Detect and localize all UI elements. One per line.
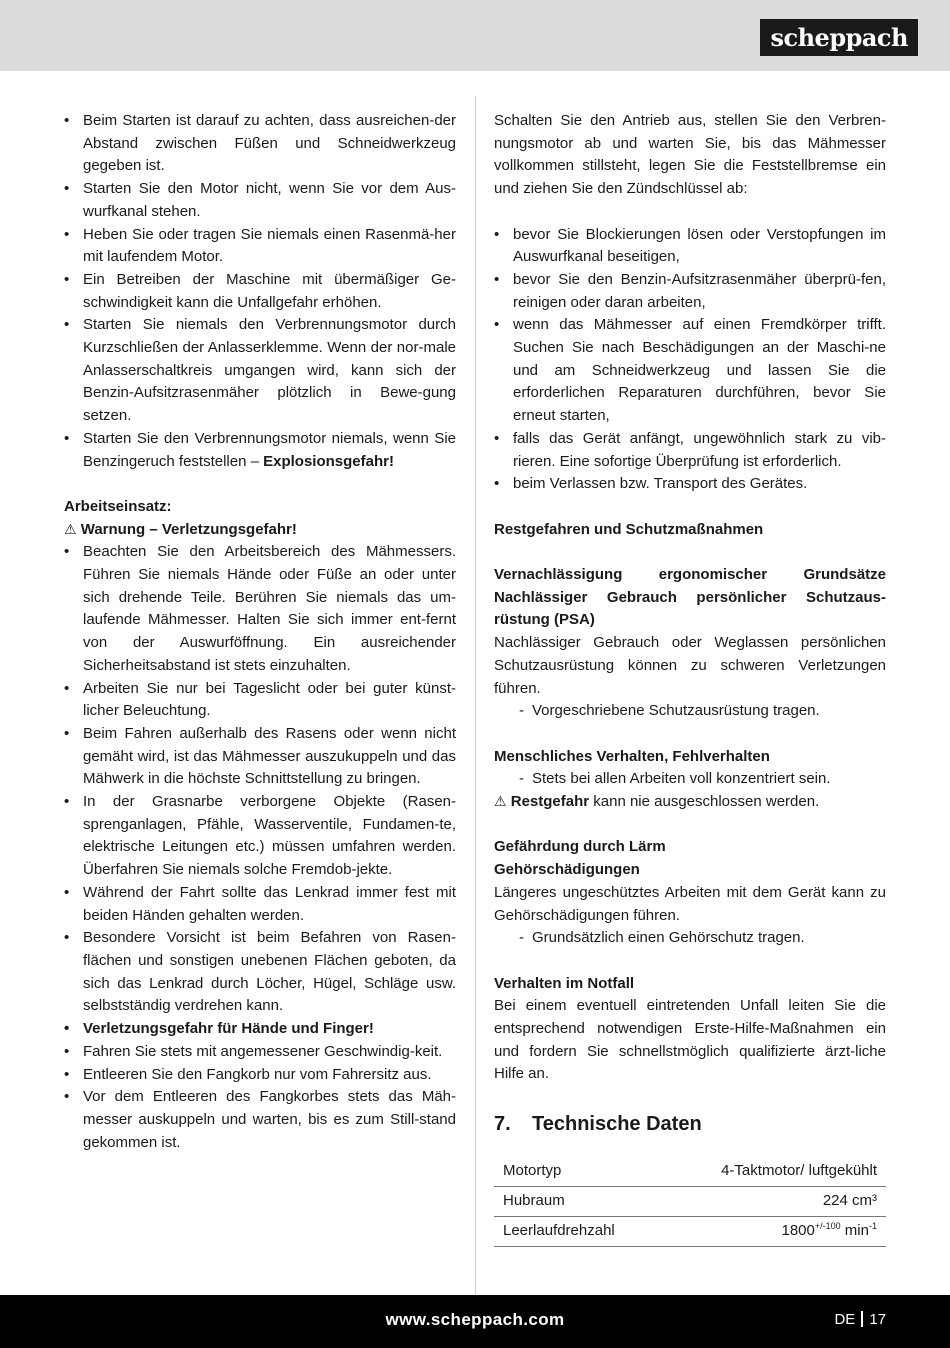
noise-text: Längeres ungeschütztes Arbeiten mit dem Gerät kann zu Gehörschädigungen führen. xyxy=(494,883,886,924)
list-item: • Arbeiten Sie nur bei Tageslicht oder bei guter künst-licher Beleuchtung. xyxy=(64,678,456,723)
language-code: DE xyxy=(834,1311,856,1328)
page-separator xyxy=(861,1311,863,1327)
residual-risk-label: Restgefahr xyxy=(510,793,590,811)
residual-risk-text: kann nie ausgeschlossen werden. xyxy=(589,793,820,811)
warning-triangle-icon: ⚠ xyxy=(494,794,507,811)
warning-line xyxy=(64,519,456,542)
list-item-text: Starten Sie den Verbrennungsmotor niemals, wenn Sie Benzingeruch feststellen – xyxy=(83,429,456,470)
list-item: • bevor Sie Blockierungen lösen oder Verstopfungen im Auswurfkanal beseitigen, xyxy=(494,224,886,269)
list-item: • Verletzungsgefahr für Hände und Finger! xyxy=(64,1018,456,1041)
table-row xyxy=(494,1157,886,1187)
page-indicator xyxy=(834,1311,886,1328)
list-item: • beim Verlassen bzw. Transport des Gerätes. xyxy=(494,473,886,496)
section-title xyxy=(494,1111,886,1137)
human-heading: Menschliches Verhalten, Fehlverhalten xyxy=(494,747,770,765)
emergency-heading: Verhalten im Notfall xyxy=(494,974,635,992)
table-cell-label: Hubraum xyxy=(494,1187,661,1217)
list-item: • Beim Starten ist darauf zu achten, dass ausreichen-der Abstand zwischen Füßen und Schneidwerkzeug gegeben ist. xyxy=(64,110,456,178)
rpm-value: 1800 xyxy=(781,1222,815,1240)
residual-risk-line xyxy=(494,791,886,814)
work-heading: Arbeitseinsatz: xyxy=(64,497,172,515)
dash-item: - Grundsätzlich einen Gehörschutz tragen. xyxy=(494,927,886,950)
header-bar xyxy=(0,0,950,71)
list-item: • bevor Sie den Benzin-Aufsitzrasenmäher überprü-fen, reinigen oder daran arbeiten, xyxy=(494,269,886,314)
dash-item: - Vorgeschriebene Schutzausrüstung tragen. xyxy=(494,700,886,723)
dash-item: - Stets bei allen Arbeiten voll konzentriert sein. xyxy=(494,768,886,791)
scheppach-logo: scheppach xyxy=(760,19,918,56)
explosion-warning: Explosionsgefahr! xyxy=(263,452,394,470)
section-number: 7. xyxy=(494,1112,511,1135)
footer-bar xyxy=(0,1295,950,1348)
column-divider xyxy=(475,96,476,1296)
section-title-text: Technische Daten xyxy=(532,1112,702,1135)
footer-url-link[interactable]: www.scheppach.com xyxy=(385,1310,565,1329)
list-item: • wenn das Mähmesser auf einen Fremdkörper trifft. Suchen Sie nach Beschädigungen an der Maschi-ne und am Schneidwerkzeug und lassen Sie die erforderlichen Reparaturen durchführen, bevor Sie erneut starten, xyxy=(494,314,886,428)
list-item: • Ein Betreiben der Maschine mit übermäßiger Ge-schwindigkeit kann die Unfallgefahr erhöhen. xyxy=(64,269,456,314)
list-item: • Beachten Sie den Arbeitsbereich des Mähmessers. Führen Sie niemals Hände oder Füße an oder unter sich drehende Teile. Berühren Sie niemals das um-laufende Mähmesser. Halten Sie sich immer ent-fernt von der Auswurföffnung. Ein ausreichender Sicherheitsabstand ist stets einzuhalten. xyxy=(64,541,456,677)
warning-triangle-icon: ⚠ xyxy=(64,521,77,538)
residual-heading: Restgefahren und Schutzmaßnahmen xyxy=(494,520,764,538)
intro-paragraph: Schalten Sie den Antrieb aus, stellen Sie den Verbren-nungsmotor ab und warten Sie, bis das Mähmesser vollkommen stillsteht, legen Sie die Feststellbremse ein und ziehen Sie den Zündschlüssel ab: xyxy=(494,112,886,198)
hearing-heading: Gehörschädigungen xyxy=(494,861,640,879)
list-item xyxy=(64,428,456,473)
list-item: • Fahren Sie stets mit angemessener Geschwindig-keit. xyxy=(64,1041,456,1064)
warning-text: Warnung – Verletzungsgefahr! xyxy=(80,520,297,538)
list-item: • Während der Fahrt sollte das Lenkrad immer fest mit beiden Händen gehalten werden. xyxy=(64,882,456,927)
table-cell-label: Leerlaufdrehzahl xyxy=(494,1217,661,1247)
list-item: • Entleeren Sie den Fangkorb nur vom Fahrersitz aus. xyxy=(64,1064,456,1087)
noise-heading: Gefährdung durch Lärm xyxy=(494,838,666,856)
rpm-unit: min xyxy=(840,1222,869,1240)
table-row xyxy=(494,1187,886,1217)
rpm-unit-exponent: -1 xyxy=(868,1221,877,1232)
list-item: • Besondere Vorsicht ist beim Befahren von Rasen-flächen und sonstigen unebenen Flächen geboten, da sich das Lenkrad durch Löcher, Hügel, Schläge usw. selbstständig verdrehen kann. xyxy=(64,927,456,1018)
emergency-text: Bei einem eventuell eintretenden Unfall leiten Sie die entsprechend notwendigen Erste-Hilfe-Maßnahmen ein und fordern Sie schnellstmöglich qualifizierte ärzt-liche Hilfe an. xyxy=(494,997,886,1083)
left-column xyxy=(64,110,456,1154)
tech-data-table xyxy=(494,1157,886,1248)
table-row xyxy=(494,1217,886,1247)
list-item: • Starten Sie niemals den Verbrennungsmotor durch Kurzschließen der Anlasserklemme. Wenn der nor-male Anlasserschaltkreis umgangen wird, kann sich der Benzin-Aufsitzrasenmäher plötzlich in Bewe-gung setzen. xyxy=(64,314,456,428)
right-column xyxy=(494,110,886,1247)
page-number: 17 xyxy=(869,1311,886,1328)
list-item: • Heben Sie oder tragen Sie niemals einen Rasenmä-her mit laufendem Motor. xyxy=(64,224,456,269)
ergonomics-heading: Vernachlässigung ergonomischer Grundsätze Nachlässiger Gebrauch persönlicher Schutzaus-rüstung (PSA) xyxy=(494,566,886,629)
table-cell-value: 4-Taktmotor/ luftgekühlt xyxy=(661,1157,886,1187)
list-item: • Beim Fahren außerhalb des Rasens oder wenn nicht gemäht wird, ist das Mähmesser auszukuppeln und das Mähwerk in die höchste Schnittstellung zu bringen. xyxy=(64,723,456,791)
list-item: • falls das Gerät anfängt, ungewöhnlich stark zu vib-rieren. Eine sofortige Überprüfung ist erforderlich. xyxy=(494,428,886,473)
rpm-tolerance: +/-100 xyxy=(814,1221,841,1232)
list-item: • Starten Sie den Motor nicht, wenn Sie vor dem Aus-wurfkanal stehen. xyxy=(64,178,456,223)
ergonomics-text: Nachlässiger Gebrauch oder Weglassen persönlichen Schutzausrüstung können zu schweren Verletzungen führen. xyxy=(494,634,886,697)
list-item: • In der Grasnarbe verborgene Objekte (Rasen-sprenganlagen, Pfähle, Wasserventile, Fundamen-te, elektrische Leitungen etc.) müssen umfahren werden. Überfahren Sie niemals solche Fremdob-jekte. xyxy=(64,791,456,882)
table-cell-value xyxy=(661,1217,886,1247)
list-item: • Vor dem Entleeren des Fangkorbes stets das Mäh-messer auskuppeln und warten, bis es zum Still-stand gekommen ist. xyxy=(64,1086,456,1154)
table-cell-value: 224 cm³ xyxy=(661,1187,886,1217)
table-cell-label: Motortyp xyxy=(494,1157,661,1187)
